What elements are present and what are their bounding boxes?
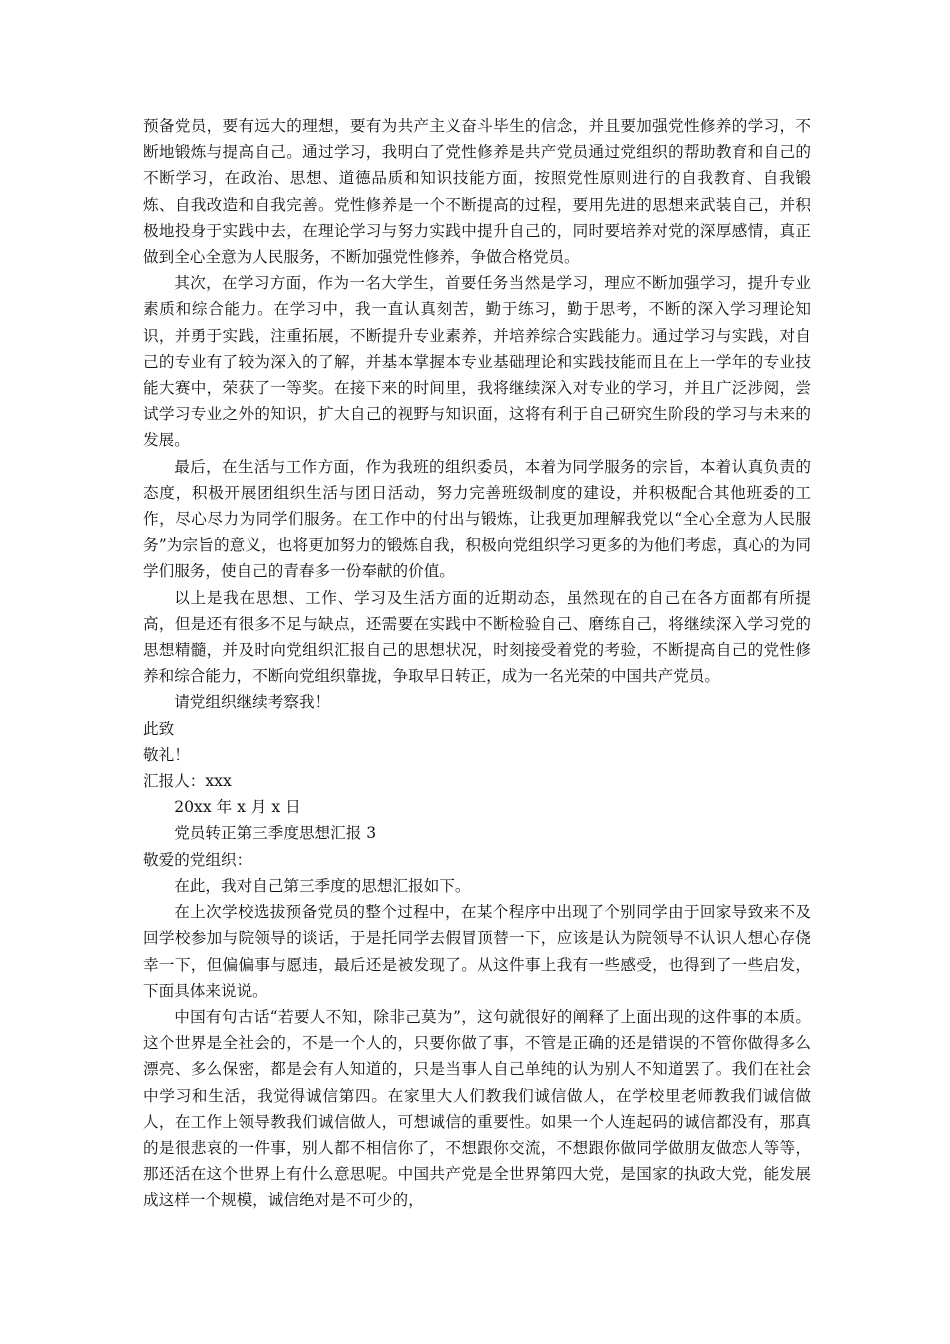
- closing-cizhi: 此致: [143, 719, 175, 738]
- paragraph-incident: 在上次学校选拔预备党员的整个过程中，在某个程序中出现了个别同学由于回家导致来不及回学校参加与院领导的谈话，于是托同学去假冒顶替一下，应该是认为院领导不认识人想心存侥幸一下，但偏偏事与愿违，最后还是被发现了。从这件事上我有一些感受，也得到了一些启发，下面具体来说说。: [143, 903, 811, 1000]
- section-title: 党员转正第三季度思想汇报 3: [174, 824, 377, 843]
- salutation: 敬爱的党组织：: [143, 850, 253, 869]
- paragraph-summary: 以上是我在思想、工作、学习及生活方面的近期动态，虽然现在的自己在各方面都有所提高，但是还有很多不足与缺点，还需要在实践中不断检验自己、磨练自己，将继续深入学习党的思想精髓，并及时向党组织汇报自己的思想状况，时刻接受着党的考验，不断提高自己的党性修养和综合能力，不断向党组织靠拢，争取早日转正，成为一名光荣的中国共产党员。: [143, 588, 811, 686]
- paragraph-integrity: 中国有句古话“若要人不知，除非己莫为”，这句就很好的阐释了上面出现的这件事的本质。这个世界是全社会的，不是一个人的，只要你做了事，不管是正确的还是错误的不管你做得多么漂亮、多么保密，都是会有人知道的，只是当事人自己单纯的认为别人不知道罢了。我们在社会中学习和生活，我觉得诚信第四。在家里大人们教我们诚信做人，在学校里老师教我们诚信做人，在工作上领导教我们诚信做人，可想诚信的重要性。如果一个人连起码的诚信都没有，那真的是很悲哀的一件事，别人都不相信你了，不想跟你交流，不想跟你做同学做朋友做恋人等等，那还活在这个世界上有什么意思呢。中国共产党是全世界第四大党，是国家的执政大党，能发展成这样一个规模，诚信绝对是不可少的，: [143, 1007, 811, 1210]
- document-body: [143, 113, 811, 1214]
- report-date: 20xx 年 x 月 x 日: [174, 798, 301, 817]
- paragraph-study: 其次，在学习方面，作为一名大学生，首要任务当然是学习，理应不断加强学习，提升专业素质和综合能力。在学习中，我一直认真刻苦，勤于练习，勤于思考，不断的深入学习理论知识，并勇于实践，注重拓展，不断提升专业素养，并培养综合实践能力。通过学习与实践，对自己的专业有了较为深入的了解，并基本掌握本专业基础理论和实践技能而且在上一学年的专业技能大赛中，荣获了一等奖。在接下来的时间里，我将继续深入对专业的学习，并且广泛涉阅，尝试学习专业之外的知识，扩大自己的视野与知识面，这将有利于自己研究生阶段的学习与未来的发展。: [143, 274, 811, 450]
- paragraph-request: 请党组织继续考察我！: [174, 693, 331, 712]
- paragraph-party-cultivation: 预备党员，要有远大的理想，要有为共产主义奋斗毕生的信念，并且要加强党性修养的学习，不断地锻炼与提高自己。通过学习，我明白了党性修养是共产党员通过党组织的帮助教育和自己的不断学习，在政治、思想、道德品质和知识技能方面，按照党性原则进行的自我教育、自我锻炼、自我改造和自我完善。党性修养是一个不断提高的过程，要用先进的思想来武装自己，并积极地投身于实践中去，在理论学习与努力实践中提升自己的，同时要培养对党的深厚感情，真正做到全心全意为人民服务，不断加强党性修养，争做合格党员。: [143, 117, 811, 267]
- paragraph-life-work: 最后，在生活与工作方面，作为我班的组织委员，本着为同学服务的宗旨，本着认真负责的态度，积极开展团组织生活与团日活动，努力完善班级制度的建设，并积极配合其他班委的工作，尽心尽力为同学们服务。在工作中的付出与锻炼，让我更加理解我党以“全心全意为人民服务”为宗旨的意义，也将更加努力的锻炼自我，积极向党组织学习更多的为他们考虑，真心的为同学们服务，使自己的青春多一份奉献的价值。: [143, 457, 811, 581]
- paragraph-intro: 在此，我对自己第三季度的思想汇报如下。: [174, 876, 471, 895]
- reporter-signature: 汇报人：xxx: [143, 772, 232, 791]
- closing-jingli: 敬礼！: [143, 745, 190, 764]
